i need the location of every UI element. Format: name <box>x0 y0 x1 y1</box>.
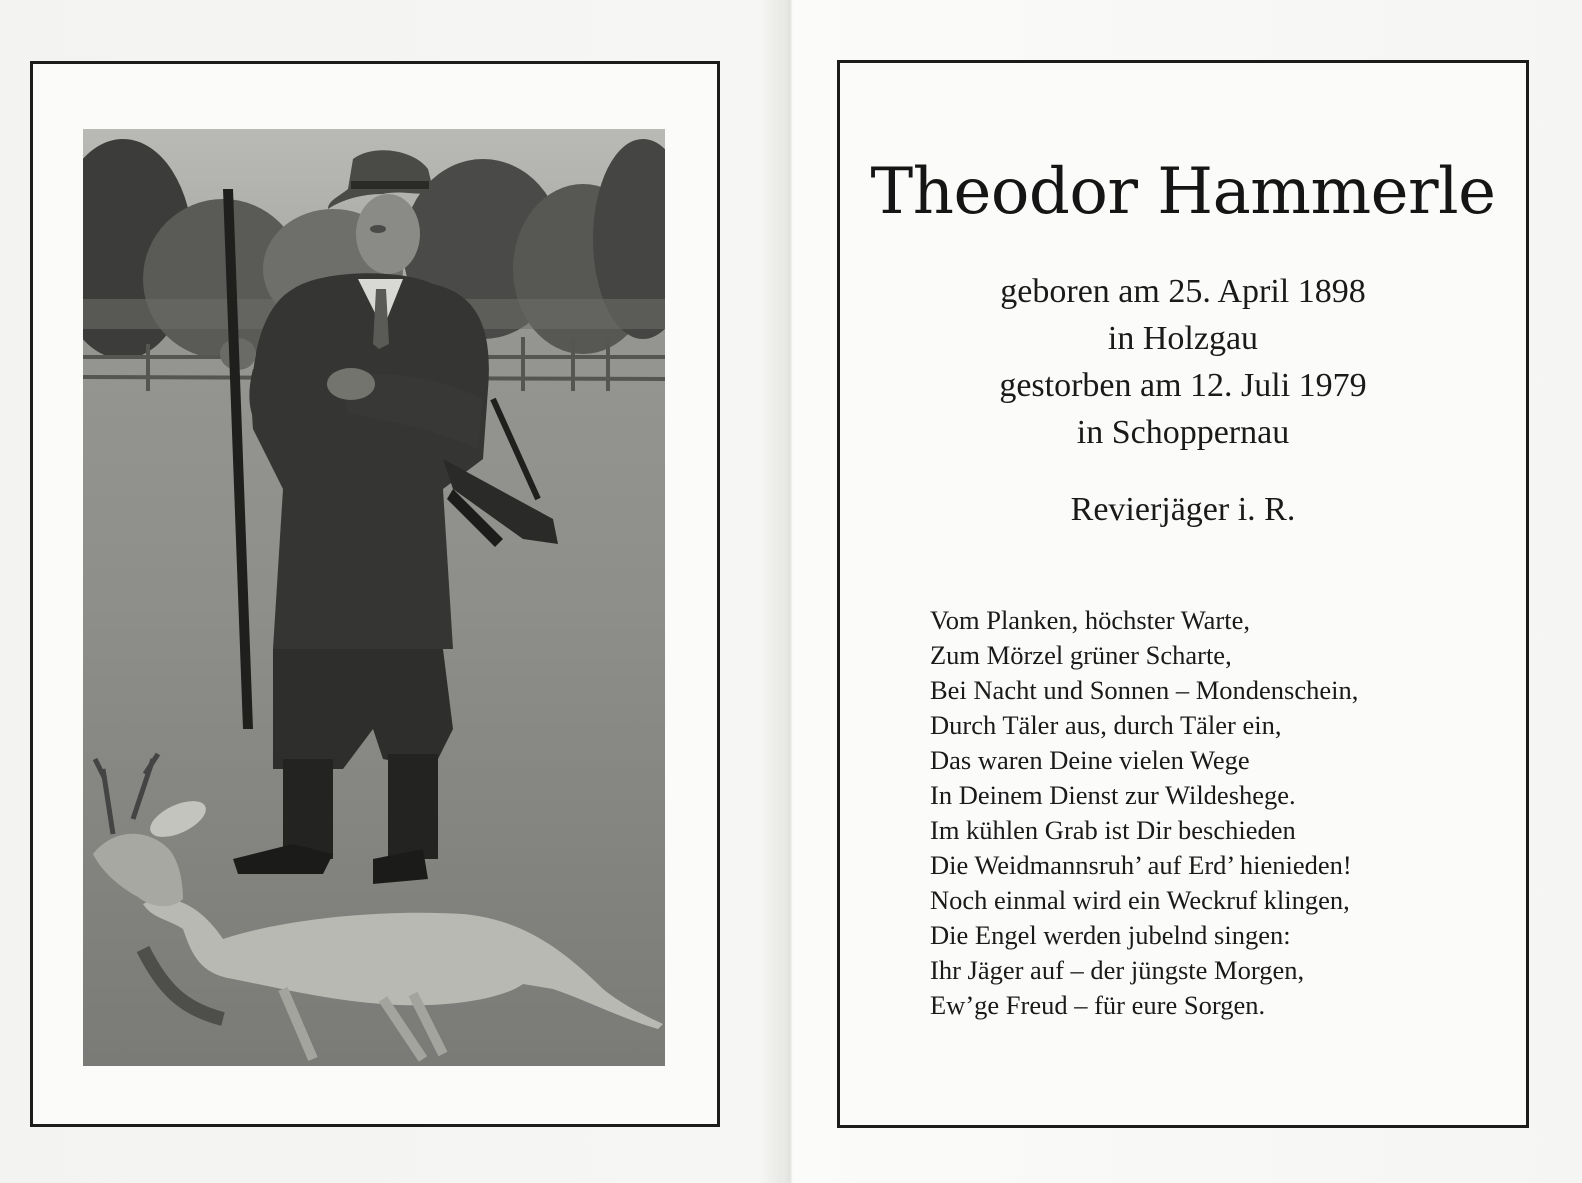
poem-line: Die Engel werden jubelnd singen: <box>930 920 1291 950</box>
poem-line: Bei Nacht und Sonnen – Mondenschein, <box>930 675 1359 705</box>
memorial-poem <box>930 603 1358 1023</box>
poem-line: Ihr Jäger auf – der jüngste Morgen, <box>930 955 1305 985</box>
occupation-title: Revierjäger i. R. <box>1070 491 1296 528</box>
poem-line: Noch einmal wird ein Weckruf klingen, <box>930 885 1350 915</box>
poem-line: Die Weidmannsruh’ auf Erd’ hienieden! <box>930 850 1352 880</box>
birth-date-line: geboren am 25. April 1898 <box>1000 273 1366 310</box>
poem-line: Ew’ge Freud – für eure Sorgen. <box>930 990 1266 1020</box>
left-panel-frame <box>30 61 720 1127</box>
right-panel-frame <box>837 60 1529 1128</box>
poem-line: Vom Planken, höchster Warte, <box>930 605 1250 635</box>
center-fold <box>783 0 799 1183</box>
poem-line: Im kühlen Grab ist Dir beschieden <box>930 815 1296 845</box>
memorial-photo <box>83 129 665 1066</box>
birth-place-line: in Holzgau <box>1107 320 1259 357</box>
poem-line: Zum Mörzel grüner Scharte, <box>930 640 1232 670</box>
death-place-line: in Schoppernau <box>1076 414 1290 451</box>
poem-line: In Deinem Dienst zur Wildeshege. <box>930 780 1296 810</box>
life-dates-block <box>840 268 1526 456</box>
poem-line: Durch Täler aus, durch Täler ein, <box>930 710 1282 740</box>
hunter-photo-illustration <box>83 129 665 1066</box>
deceased-name: Theodor Hammerle <box>870 155 1496 229</box>
death-date-line: gestorben am 12. Juli 1979 <box>999 367 1367 404</box>
poem-line: Das waren Deine vielen Wege <box>930 745 1250 775</box>
